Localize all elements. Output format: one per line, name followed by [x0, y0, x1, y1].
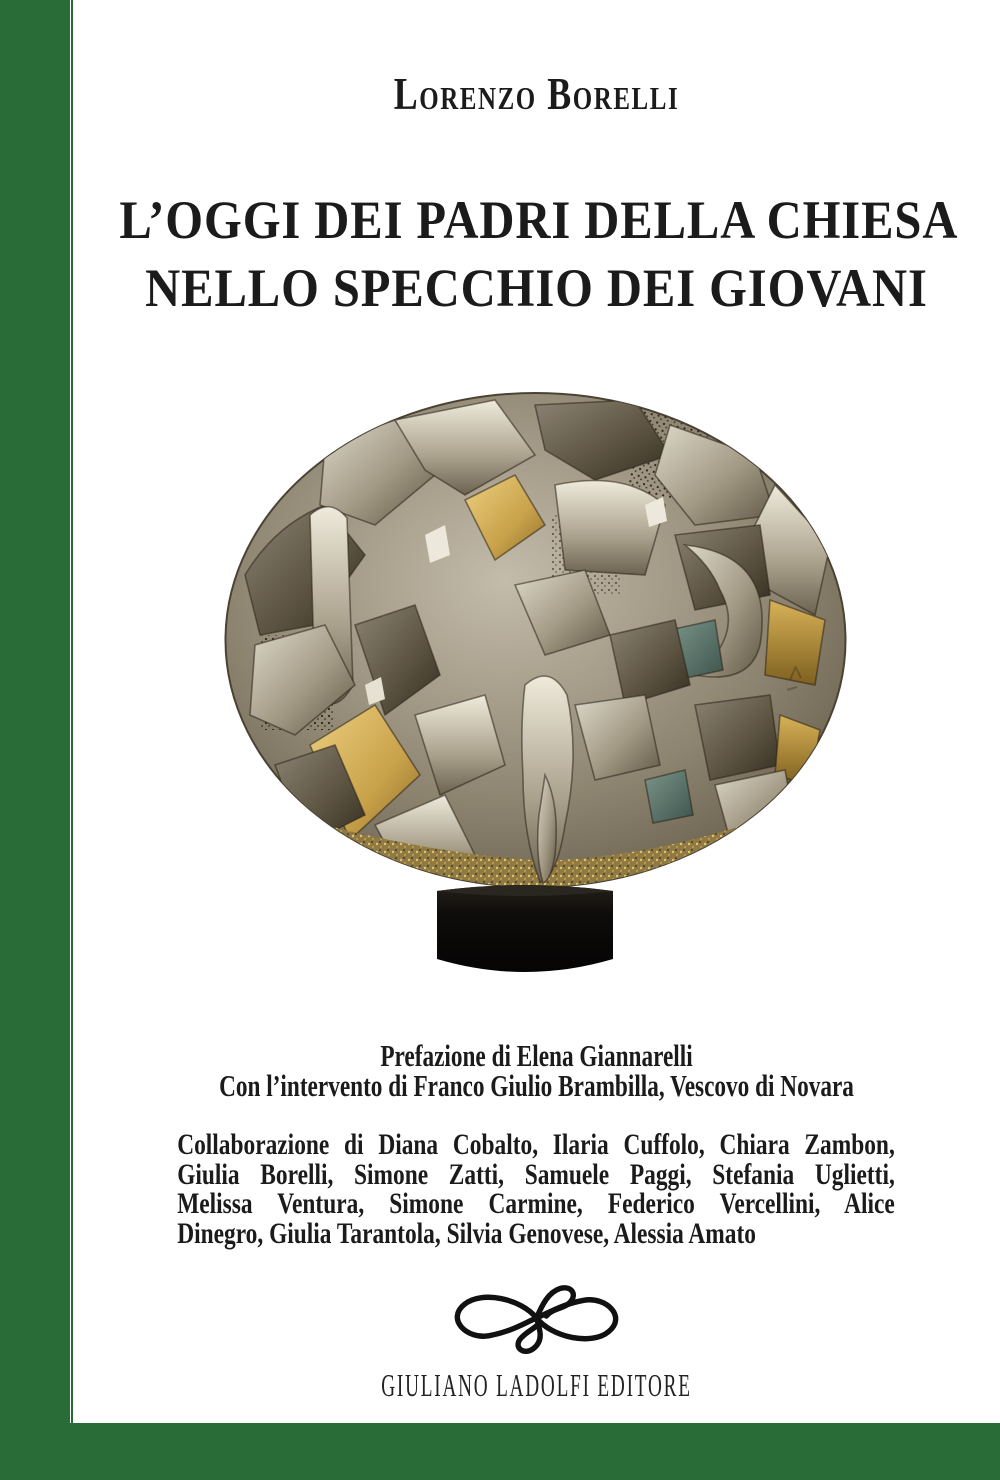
preface-credits	[189, 1038, 884, 1103]
publisher-name: GIULIANO LADOLFI EDITORE	[381, 1367, 692, 1403]
collaboration-credits	[177, 1130, 895, 1248]
collaboration-line: Melissa Ventura, Simone Carmine, Federico Vercellini, Alice	[177, 1187, 895, 1221]
left-green-band	[0, 0, 70, 1480]
preface-line-2: Con l’intervento di Franco Giulio Brambilla, Vescovo di Novara	[219, 1067, 854, 1103]
author-name: Lorenzo Borelli	[393, 68, 680, 119]
book-title	[119, 186, 959, 322]
preface-line-1: Prefazione di Elena Giannarelli	[380, 1038, 693, 1073]
title-line-1: L’OGGI DEI PADRI DELLA CHIESA	[119, 190, 959, 250]
green-hairline	[71, 0, 73, 1480]
bottom-green-band	[0, 1423, 1000, 1480]
abstract-relief-medallion-image	[215, 385, 860, 990]
title-line-2: NELLO SPECCHIO DEI GIOVANI	[145, 258, 928, 318]
publisher-flourish-icon	[438, 1278, 635, 1358]
collaboration-line: Giulia Borelli, Simone Zatti, Samuele Paggi, Stefania Uglietti,	[177, 1157, 895, 1191]
collaboration-line: Collaborazione di Diana Cobalto, Ilaria Cuffolo, Chiara Zambon,	[177, 1128, 895, 1161]
collaboration-line: Dinegro, Giulia Tarantola, Silvia Genovese, Alessia Amato	[177, 1216, 756, 1250]
